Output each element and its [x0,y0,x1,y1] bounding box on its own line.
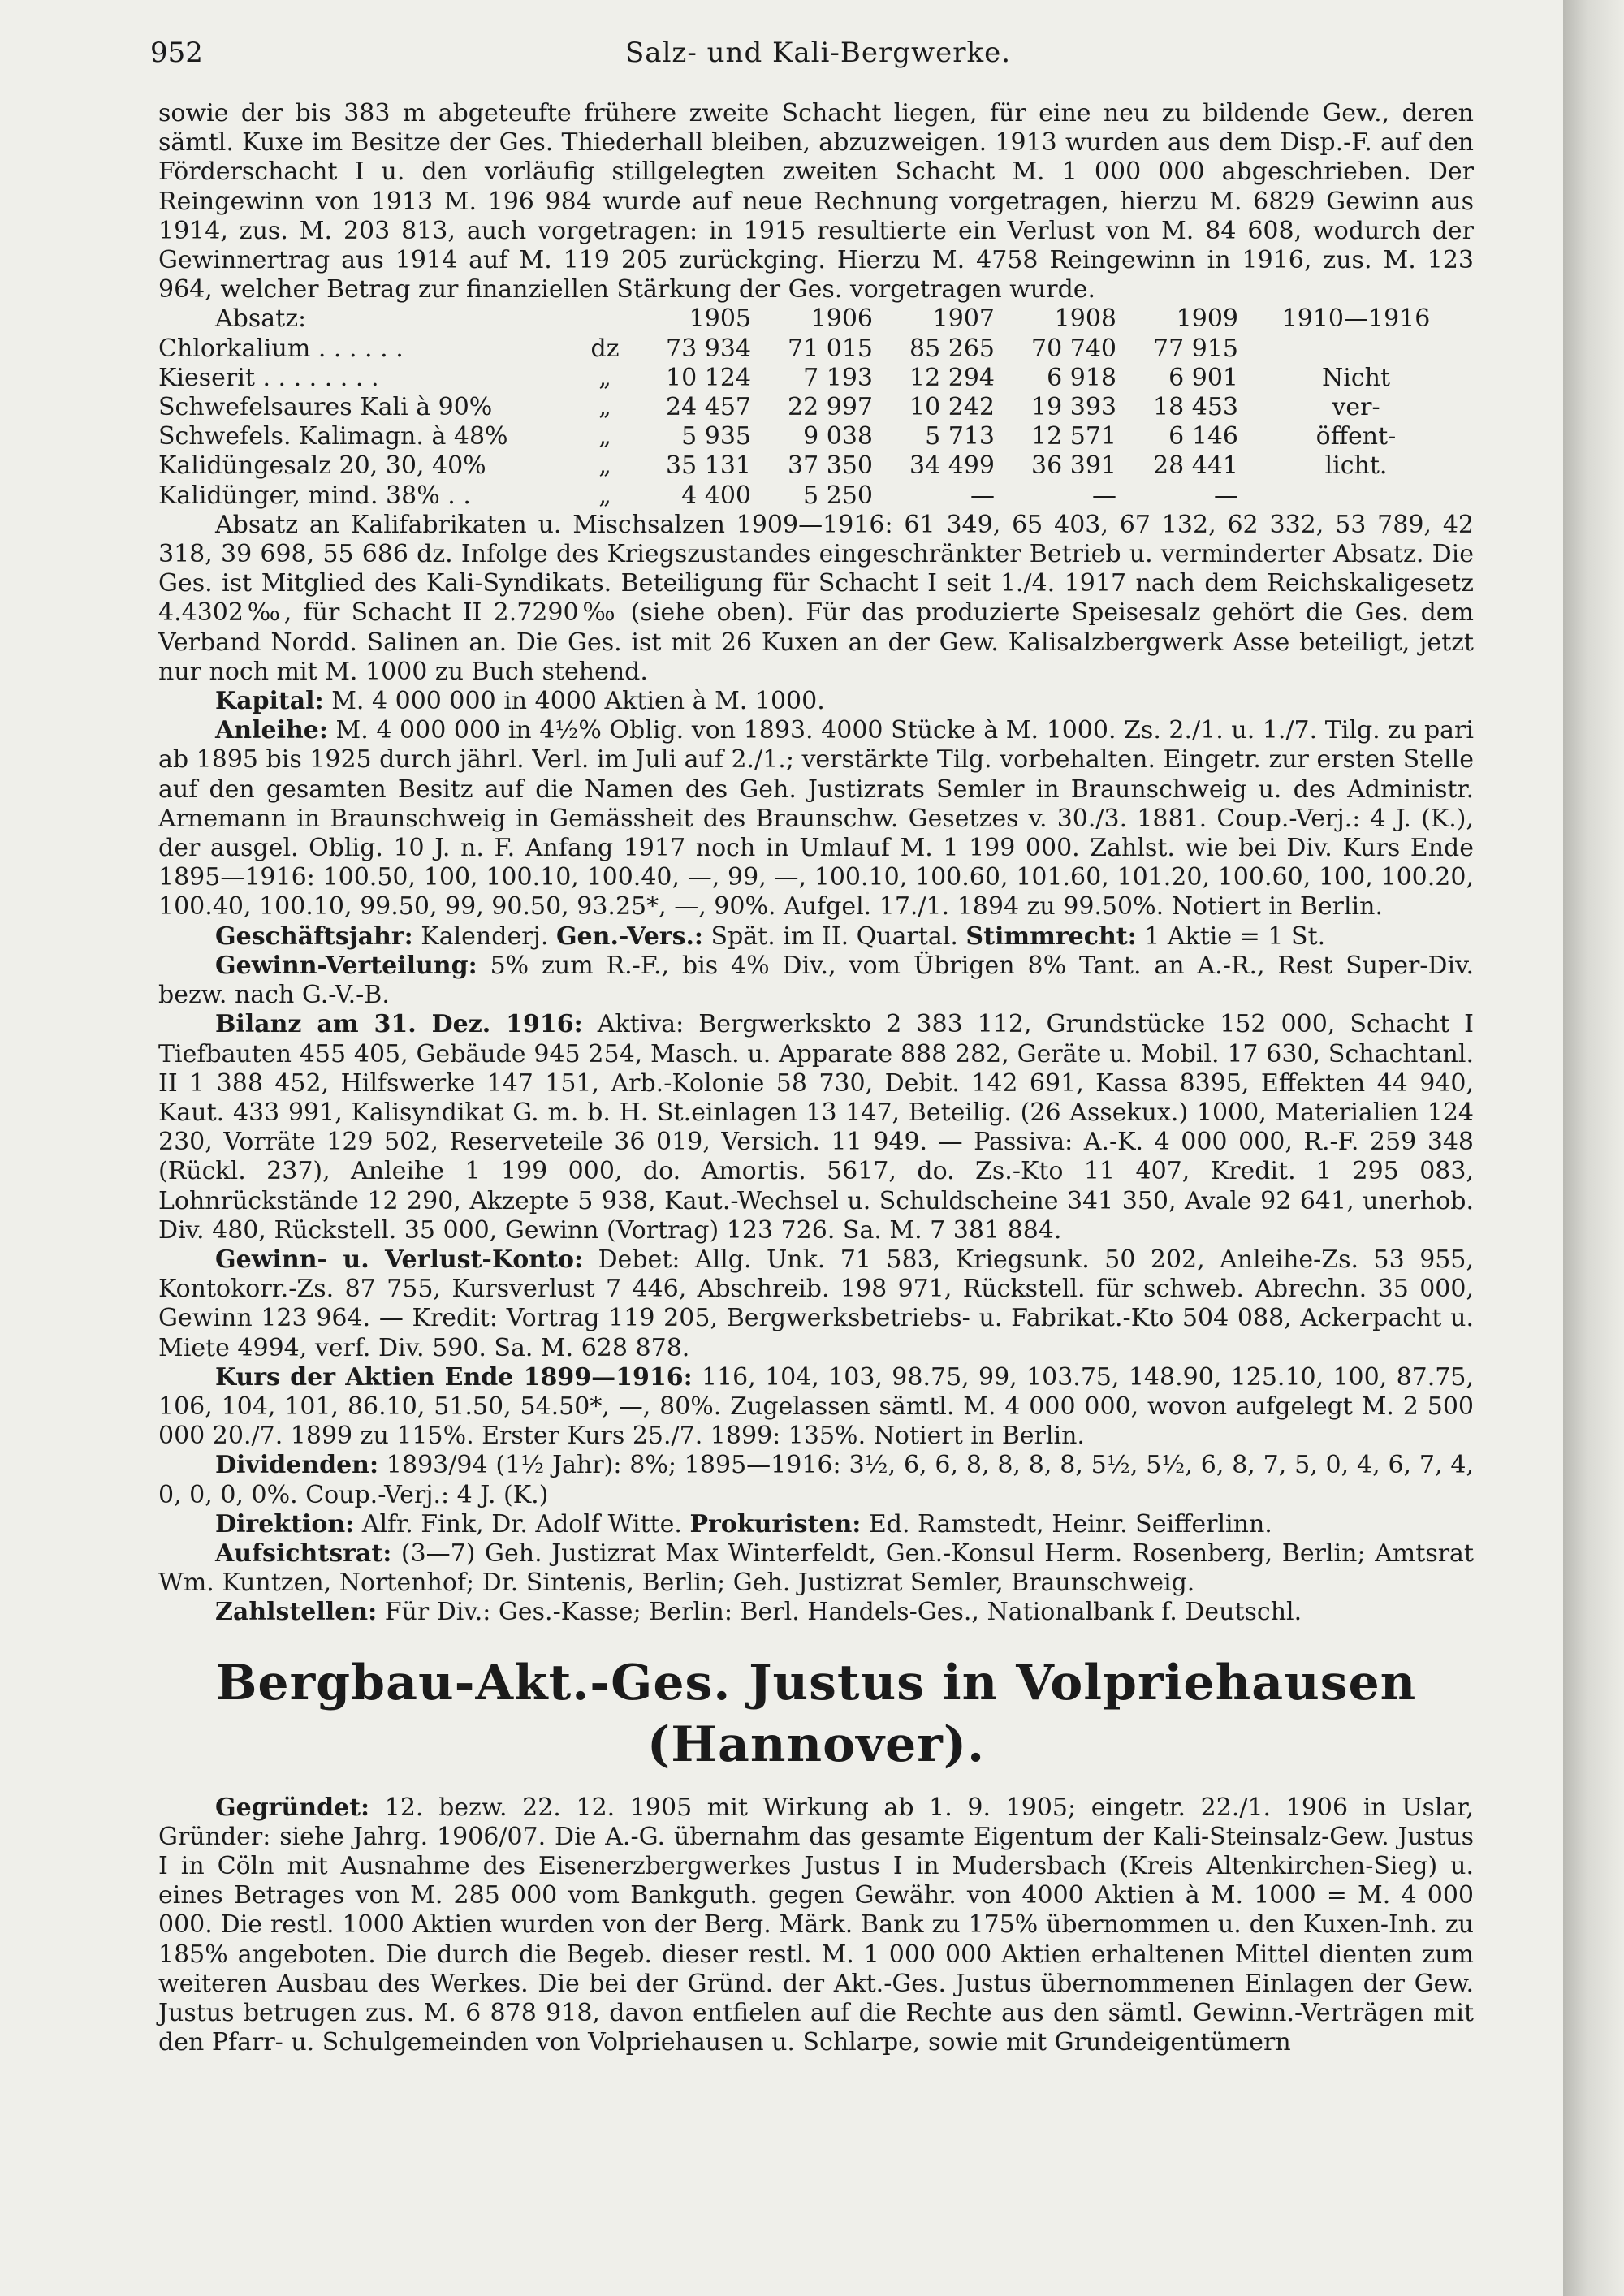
kurs-section [158,1363,1474,1452]
value-cell: 73 934 [666,334,751,363]
value-cell: 9 038 [803,422,873,451]
section-label: Dividenden: [215,1451,379,1480]
section-text: Debet: Allg. Unk. 71 583, Kriegsunk. 50 202, Anleihe-Zs. 53 955, Kontokorr.-Zs. 87 755, Kursverlust 7 446, Abschreib. 198 971, Rückstell. für schweb. Abrechn. 35 000, Gewinn 123 964. — Kredit: Vortrag 119 205, Bergwerksbetriebs- u. Fabrikat.-Kto 504 088, Ackerpacht u. Miete 4994, verf. Div. 590. Sa. M. 628 878. [158,1245,1474,1362]
section-label: Prokuristen: [689,1509,862,1539]
value-cell: 12 294 [909,363,995,392]
value-cell: 22 997 [788,393,873,422]
product-name: Schwefelsaures Kali à 90% [158,393,493,422]
value-cell: 24 457 [666,393,751,422]
page-header [150,32,1482,73]
section-text: 1 Aktie = 1 St. [1136,921,1326,951]
table-row [158,334,1474,364]
anleihe-section [158,716,1474,921]
absatz-header-row [158,304,1474,334]
section-text: 5% zum R.-F., bis 4% Div., vom Übrigen 8% Tant. an A.-R., Rest Super-Div. bezw. nach G.-V.-B. [158,951,1474,1010]
value-cell: 36 391 [1031,451,1116,481]
section-text: Ed. Ramstedt, Heinr. Seifferlinn. [861,1509,1272,1539]
section-label: Gen.-Vers.: [555,921,703,951]
section-text: Aktiva: Bergwerkskto 2 383 112, Grundstücke 152 000, Schacht I Tiefbauten 455 405, Gebäude 945 254, Masch. u. Apparate 888 282, Geräte u. Mobil. 17 630, Schachtanl. II 1 388 452, Hilfswerke 147 151, Arb.-Kolonie 58 730, Debit. 142 691, Kassa 8395, Effekten 44 940, Kaut. 433 991, Kalisyndikat G. m. b. H. St.einlagen 13 147, Beteilig. (26 Assekux.) 1000, Materialien 124 230, Vorräte 129 502, Reserveteile 36 019, Versich. 11 949. — Passiva: A.-K. 4 000 000, R.-F. 259 348 (Rückl. 237), Anleihe 1 199 000, do. Amortis. 5617, do. Zs.-Kto 11 407, Kredit. 1 295 083, Lohnrückstände 12 290, Akzepte 5 938, Kaut.-Wechsel u. Schuldscheine 341 350, Avale 92 641, unerhob. Div. 480, Rückstell. 35 000, Gewinn (Vortrag) 123 726. Sa. M. 7 381 884. [158,1010,1474,1245]
value-cell: 37 350 [788,451,873,481]
section-label: Zahlstellen: [215,1598,378,1627]
unit-cell: dz [590,334,620,363]
zahlstellen-section [158,1598,1474,1627]
absatz-table [158,304,1474,510]
section-text: Kalenderj. [412,921,556,951]
section-text: Für Div.: Ges.-Kasse; Berlin: Berl. Handels-Ges., Nationalbank f. Deutschl. [377,1598,1302,1627]
product-name: Kieserit . . . . . . . . [158,363,379,392]
table-row [158,422,1474,451]
company-title: Bergbau-Akt.-Ges. Justus in Volpriehausen (Hannover). [215,1654,1417,1773]
main-text-column [158,99,1474,2057]
section-label: Stimmrecht: [965,921,1137,951]
value-cell: 10 242 [909,393,995,422]
year-header: 1910—1916 [1281,304,1431,334]
value-cell: 6 146 [1168,422,1238,451]
page-number: 952 [150,37,203,69]
year-header: 1908 [1054,304,1116,334]
year-header: 1906 [810,304,873,334]
table-row [158,451,1474,481]
value-cell: 34 499 [909,451,995,481]
unit-cell: „ [598,422,611,451]
value-cell: 10 124 [666,363,751,392]
note-line: licht. [1324,451,1388,481]
section-text: M. 4 000 000 in 4000 Aktien à M. 1000. [323,687,825,716]
product-name: Kalidüngesalz 20, 30, 40% [158,451,486,481]
direktion-section [158,1510,1474,1539]
gewinn-verlust-section [158,1245,1474,1363]
unit-cell: „ [598,481,611,510]
value-cell: 12 571 [1031,422,1116,451]
product-name: Kalidünger, mind. 38% . . [158,481,471,510]
value-cell: 5 250 [803,481,873,510]
section-label: Gewinn-Verteilung: [215,951,477,980]
section-label: Kurs der Aktien Ende 1899—1916: [215,1362,693,1392]
value-cell: 70 740 [1031,334,1116,363]
value-cell: 35 131 [666,451,751,481]
section-text: 12. bezw. 22. 12. 1905 mit Wirkung ab 1. 9. 1905; eingetr. 22./1. 1906 in Uslar, Gründer: siehe Jahrg. 1906/07. Die A.-G. übernahm das gesamte Eigentum der Kali-Steinsalz-Gew. Justus I in Cöln mit Ausnahme des Eisenerzbergwerkes Justus I in Mudersbach (Kreis Altenkirchen-Sieg) u. eines Betrages von M. 285 000 vom Bankguth. gegen Gewähr. von 4000 Aktien à M. 1000 = M. 4 000 000. Die restl. 1000 Aktien wurden von der Berg. Märk. Bank zu 175% übernommen u. den Kuxen-Inh. zu 185% angeboten. Die durch die Begeb. dieser restl. M. 1 000 000 Aktien erhaltenen Mittel dienten zum weiteren Ausbau des Werkes. Die bei der Gründ. der Akt.-Ges. Justus übernommenen Einlagen der Gew. Justus betrugen zus. M. 6 878 918, davon entfielen auf die Rechte aus den sämtl. Gewinn.-Verträgen mit den Pfarr- u. Schulgemeinden von Volpriehausen u. Schlarpe, sowie mit Grundeigentümern [158,1793,1474,2057]
value-cell: 5 713 [925,422,995,451]
running-title: Salz- und Kali-Bergwerke. [625,37,1012,69]
section-text: Alfr. Fink, Dr. Adolf Witte. [354,1509,690,1539]
absatz-paragraph: Absatz an Kalifabrikaten u. Mischsalzen 1909—1916: 61 349, 65 403, 67 132, 62 332, 53 789, 42 318, 39 698, 55 686 dz. Infolge des Kriegszustandes eingeschränkter Betrieb u. verminderter Absatz. Die Ges. ist Mitglied des Kali-Syndikats. Beteiligung für Schacht I seit 1./4. 1917 nach dem Reichskaligesetz 4.4302‰, für Schacht II 2.7290‰ (siehe oben). Für das produzierte Speisesalz gehört die Ges. dem Verband Nordd. Salinen an. Die Ges. ist mit 26 Kuxen an der Gew. Kalisalzbergwerk Asse beteiligt, jetzt nur noch mit M. 1000 zu Buch stehend. [158,510,1474,686]
aufsichtsrat-section [158,1539,1474,1598]
absatz-label: Absatz: [215,304,307,334]
value-cell: 6 901 [1168,363,1238,392]
section-text: 116, 104, 103, 98.75, 99, 103.75, 148.90, 125.10, 100, 87.75, 106, 104, 101, 86.10, 51.50, 54.50*, —, 80%. Zugelassen sämtl. M. 4 000 000, wovon aufgelegt M. 2 500 000 20./7. 1899 zu 115%. Erster Kurs 25./7. 1899: 135%. Notiert in Berlin. [158,1362,1474,1451]
section-text: M. 4 000 000 in 4½% Oblig. von 1893. 4000 Stücke à M. 1000. Zs. 2./1. u. 1./7. Tilg. zu pari ab 1895 bis 1925 durch jährl. Verl. im Juli auf 2./1.; verstärkte Tilg. vorbehalten. Eingetr. zur ersten Stelle auf den gesamten Besitz auf die Namen des Geh. Justizrats Semler in Braunschweig u. des Administr. Arnemann in Braunschweig in Gemässheit des Braunschw. Gesetzes v. 30./3. 1881. Coup.-Verj.: 4 J. (K.), der ausgel. Oblig. 10 J. n. F. Anfang 1917 noch in Umlauf M. 1 199 000. Zahlst. wie bei Div. Kurs Ende 1895—1916: 100.50, 100, 100.10, 100.40, —, 99, —, 100.10, 100.60, 101.60, 101.20, 100.60, 100, 100.20, 100.40, 100.10, 99.50, 99, 90.50, 93.25*, —, 90%. Aufgel. 17./1. 1894 zu 99.50%. Notiert in Berlin. [158,716,1474,921]
value-cell: 4 400 [681,481,751,510]
value-cell: 71 015 [788,334,873,363]
geschaeftsjahr-section [158,922,1474,952]
product-name: Chlorkalium . . . . . . [158,334,404,363]
bilanz-section [158,1010,1474,1245]
section-text: Spät. im II. Quartal. [703,921,966,951]
year-header: 1909 [1176,304,1238,334]
value-cell: — [1092,481,1116,510]
unit-cell: „ [598,363,611,392]
value-cell: 6 918 [1047,363,1116,392]
section-text: (3—7) Geh. Justizrat Max Winterfeldt, Gen.-Konsul Herm. Rosenberg, Berlin; Amtsrat Wm. Kuntzen, Nortenhof; Dr. Sintenis, Berlin; Geh. Justizrat Semler, Braunschweig. [158,1539,1474,1598]
value-cell: — [1214,481,1238,510]
value-cell: 18 453 [1153,393,1238,422]
table-row [158,481,1474,511]
gegruendet-section [158,1793,1474,2058]
table-row [158,364,1474,393]
section-label: Gegründet: [215,1793,370,1822]
value-cell: 28 441 [1153,451,1238,481]
section-label: Aufsichtsrat: [215,1539,392,1568]
gewinn-verteilung-section [158,952,1474,1010]
year-header: 1905 [689,304,751,334]
table-row [158,393,1474,422]
section-label: Geschäftsjahr: [215,921,413,951]
value-cell: 77 915 [1153,334,1238,363]
value-cell: — [970,481,995,510]
product-name: Schwefels. Kalimagn. à 48% [158,422,508,451]
unit-cell: „ [598,393,611,422]
value-cell: 19 393 [1031,393,1116,422]
section-label: Direktion: [215,1509,355,1539]
intro-paragraph: sowie der bis 383 m abgeteufte frühere zweite Schacht liegen, für eine neu zu bildende Gew., deren sämtl. Kuxe im Besitze der Ges. Thiederhall bleiben, abzuzweigen. 1913 wurden aus dem Disp.-F. auf den Förderschacht I u. den vorläufig stillgelegten zweiten Schacht M. 1 000 000 abgeschrieben. Der Reingewinn von 1913 M. 196 984 wurde auf neue Rechnung vorgetragen, hierzu M. 6829 Gewinn aus 1914, zus. M. 203 813, auch vorgetragen: in 1915 resultierte ein Verlust von M. 84 608, wodurch der Gewinnertrag aus 1914 auf M. 119 205 zurückging. Hierzu M. 4758 Reingewinn in 1916, zus. M. 123 964, welcher Betrag zur finanziellen Stärkung der Ges. vorgetragen wurde. [158,99,1474,304]
page-edge [1563,0,1624,2296]
note-line: Nicht [1321,363,1391,392]
value-cell: 85 265 [909,334,995,363]
note-line: öffent- [1315,422,1397,451]
section-label: Kapital: [215,687,324,716]
unit-cell: „ [598,451,611,481]
section-label: Anleihe: [215,716,328,745]
section-label: Bilanz am 31. Dez. 1916: [215,1010,583,1039]
section-text: 1893/94 (1½ Jahr): 8%; 1895—1916: 3½, 6, 6, 8, 8, 8, 8, 5½, 5½, 6, 8, 7, 5, 0, 4, 6, 7, 4, 0, 0, 0, 0%. Coup.-Verj.: 4 J. (K.) [158,1451,1474,1509]
note-line: ver- [1332,393,1380,422]
dividenden-section [158,1451,1474,1509]
section-label: Gewinn- u. Verlust-Konto: [215,1245,584,1274]
kapital-section [158,687,1474,716]
value-cell: 5 935 [681,422,751,451]
year-header: 1907 [932,304,995,334]
value-cell: 7 193 [803,363,873,392]
